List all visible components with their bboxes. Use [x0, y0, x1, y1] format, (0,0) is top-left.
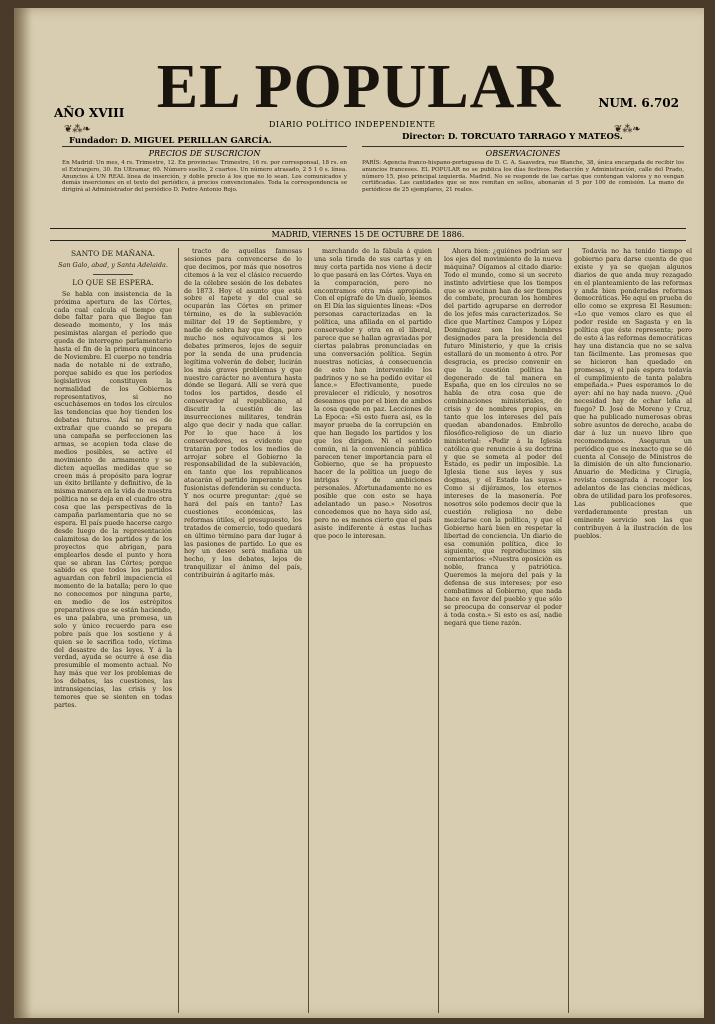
column-rule: [178, 248, 179, 1013]
article-body: Todavía no ha tenido tiempo el gobierno para darse cuenta de que existe y ya se quejan algunos diarios de que anda muy rezagado en el planteamiento de las reformas y anda bien ponderadas reformas democráticas. He aquí en prueba de ello como se expresa El Resumen: «Lo que vemos claro es que el poder reside en Sagasta y en la política que éste representa; pero de esto á las reformas democráticas hay una distancia que no se salva tan fácilmente. Las promesas que se hicieron han quedado en promesas, y el país espera todavía el cumplimiento de tanta palabra empeñada.» Pues esperamos lo de ayer: ahí no hay nada nuevo. ¿Qué necesidad hay de echar leña al fuego? D. José de Moreno y Cruz, que ha publicado numerosas obras sobre asuntos de derecho, acaba de dar á luz un nuevo libro que recomendamos. Aseguran un periódico que es inexacto que se dé cuenta al Consejo de Ministros de la dimisión de un alto funcionario. Anuario de Medicina y Cirugía, revista consagrada á recoger los adelantos de las ciencias médicas, obra de utilidad para los profesores. Las publicaciones que verdaderamente prestan un eminente servicio son las que contribuyen á la ilustración de los pueblos.: [574, 248, 692, 540]
newspaper-subtitle: DIARIO POLÍTICO INDEPENDIENTE: [269, 120, 436, 129]
column-rule: [568, 248, 569, 1013]
observations-text: PARÍS: Agencia franco-hispano-portuguesa de D. C. A. Saavedra, rue Blanche, 38, única encargada de recibir los anuncios franceses. EL POPULAR no se publica los días festivos. Redacción y Administración, calle del Prado, número 15, piso principal izquierda. Madrid. No se responde de las cartas que contengan valores y no vengan certificadas. Las cantidades que se nos remitan en sellos, abonarán el 5 por 100 de comisión. La mano de periódicos de 25 ejemplares, 21 reales.: [362, 160, 684, 194]
article-body: Ahora bien: ¿quiénes podrían ser los ejes del movimiento de la nueva máquina? Oígamos al citado diario: Todo el mundo, como si un secreto instinto advirtiese que los tiempos que se avecinan han de ser tiempos de combate, procuran los hombres del partido agruparse en derredor de los jefes más caracterizados. Se dice que Martínez Campos y López Domínguez son los hombres designados para la presidencia del futuro Ministerio, y que la crisis estallará de un momento á otro. Por desgracia, es preciso convenir en que la cuestión política ha degenerado de tal manera en España, que en los círculos no se habla de otra cosa que de combinaciones ministeriales, de crisis y de nombres propios, en tanto que los intereses del país quedan abandonados. Embrollo filosófico-religioso de un diario ministerial: «Pedir á la Iglesia católica que renuncie á su doctrina y que se someta al poder del Estado, es pedir un imposible. La Iglesia tiene sus leyes y sus dogmas, y el Estado las suyas.» Como si dijéramos, los eternos intereses de la masonería. Por nosotros sólo podemos decir que la cuestión religiosa no debe mezclarse con la política, y que el Gobierno hará bien en respetar la libertad de conciencia. Un diario de esa comunión política, dice lo siguiente, que reproducimos sin comentarios: «Nuestra oposición es noble, franca y patriótica. Queremos la mejora del país y la defensa de sus intereses; por eso combatimos al Gobierno, que nada hace en favor del pueblo y que sólo se preocupa de conservar el poder á toda costa.» Si esto es así, nadie negará que tiene razón.: [444, 248, 562, 627]
column-5: [574, 248, 692, 1013]
column-1: [54, 248, 172, 1013]
column-4: [444, 248, 562, 1013]
column-3: [314, 248, 432, 1013]
column-2: [184, 248, 302, 1013]
founder-line: Fundador: D. MIGUEL PERILLAN GARCÍA.: [69, 136, 272, 146]
subscription-text: En Madrid: Un mes, 4 rs. Trimestre, 12. En provincias: Trimestre, 16 rs. por corresponsal, 18 rs. en el Extranjero, 30. En Ultramar, 60. Número suelto, 2 cuartos. Un número atrasado, 2 5 1 0 s. línea. Anuncios á UN REAL línea de inserción, y doble precio á los que no lo sean. Los comunicados y demás inserciones en el texto del periódico, á precios convencionales. Toda la correspondencia se dirigirá al Administrador del periódico D. Pedro Antonio Rojo.: [62, 160, 347, 194]
subscription-title: PRECIOS DE SUSCRICION: [148, 149, 261, 158]
ornament-right-icon: ❦⁂❧: [614, 124, 641, 135]
column-rule: [308, 248, 309, 1013]
column-rule: [438, 248, 439, 1013]
newspaper-page: [14, 8, 704, 1018]
article-body: marchando de la fábula á quien una sola tirada de sus cartas y en muy corta partida nos viene á decir lo que pasará en las Córtes. Vaya en la comparación, pero no encontramos otra más apropiada. Con el epígrafe de Un duelo, leemos en El Día las siguientes líneas: «Dos personas caracterizadas en la política, una afiliada en el partido conservador y otra en el liberal, parece que se hallan agraviadas por ciertas palabras pronunciadas en una conversación política. Según nuestras noticias, á consecuencia de esto han intervenido los padrinos y no se ha podido evitar el lance.» Efectivamente, puede prevalecer el ridículo, y nosotros deseamos que por el bien de ambos la cosa quede en paz. Lecciones de La Epoca: «Si esto fuera así, es la mayor prueba de la corrupción en que han llegado los partidos y los que los dirigen. Ni el sentido común, ni la conveniencia pública parecen tener importancia para el Gobierno, que se ha propuesto hacer de la política un juego de intrigas y de ambiciones personales. Afortunadamente no es posible que con esto se haya adelantado un paso.» Nosotros concedemos que no haya sido así, pero no es menos cierto que el país asiste indiferente á estas luchas que poco le interesan.: [314, 248, 432, 540]
article-body: Se habla con insistencia de la próxima apertura de las Córtes, cada cual calcula el tiempo que debe faltar para que llegue tan deseado momento, y los más pesimistas alargan el período que queda de interregno parlamentario hasta el fin de la primera quincena de Noviembre. El cuerpo no tendría nada de notable ni de extraño, porque sabido es que los períodos legislativos constituyen la normalidad de los Gobiernos representativos, si no escuchásemos en todos los círculos las tendencias que hoy tienden los debates futuros. Así no es de extrañar que cuando se prepara una campaña se perfeccionen las armas, se acopien toda clase de medios posibles, se active el movimiento de armamento y se dicten aquellas medidas que se creen más á propósito para lograr un éxito brillante y definitivo, de la misma manera en la vida de nuestra política no se deja en el cuadro otra cosa que las perspectivas de la campaña parlamentaria que no se espera. El país puede hacerse cargo desde luego de la representación calamitosa de los partidos y de los proyectos que abrigan, para emplearlos desde el punto y hora que se abran las Córtes; porque sabido es que todos los partidos aguardan con febril impaciencia el momento de la batalla; pero lo que no conocemos por ninguna parte, en medio de los estrépitos preparativos que se están haciendo, es una palabra, una promesa, un solo y único recuerdo para ese pobre país que los sostiene y á quien se le sacrifica todo, víctima del desastre de las leyes. Y á la verdad, ayuda se ocurre á ese dia presumible el momento actual. No hay más que ver los problemas de los debates, las cuestiones, las intransigencias, las crisis y los temores que se sienten en todas partes.: [54, 289, 172, 709]
subscription-box: [62, 146, 347, 205]
page-fold-shadow: [14, 8, 32, 1018]
observations-title: OBSERVACIONES: [485, 149, 561, 158]
director-line: Director: D. TORCUATO TARRAGO Y MATEOS.: [402, 132, 623, 142]
issue-number: NUM. 6.702: [598, 96, 679, 110]
year-label: AÑO XVIII: [54, 106, 125, 120]
divider: [93, 274, 133, 275]
saint-text: San Galo, abad, y Santa Adelaida.: [58, 260, 168, 269]
saint-heading: SANTO DE MAÑANA.: [71, 249, 155, 258]
article-body: tracto de aquellas famosas sesiones para convencerse de lo que decimos, por más que nosotros citemos á la vez el clásico recuerdo de la célebre sesión de los debates de 1873. Hoy el asunto que está sobre el tapete y del cual se ocuparán las Córtes en primer término, es de la sublevación militar del 19 de Septiembre, y nadie de sobra hay que diga, pero mucho nos equivocamos si los debates primeros, lejos de seguir por la senda de una prudencia legítima volverán de deber, lucirán los más graves problemas y que nuestro carácter no aventura hasta dónde se llegará. Allí se verá que todos los partidos, desde el conservador al republicano, al discutir la cuestión de las insurrecciones militares, tendrán algo que decir y nada que callar. Por lo que hace á los conservadores, es evidente que tratarán por todos los medios de arrojar sobre el Gobierno la responsabilidad de la sublevación, en tanto que los republicanos atacarán el partido imperante y los fusionistas defenderán su conducta. Y nos ocurre preguntar: ¿qué se hará del país en tanto? Las cuestiones económicas, las reformas útiles, el presupuesto, los tratados de comercio, todo quedará en último término para dar lugar á las pasiones de partido. Lo que es hoy un deseo será mañana un hecho, y los debates, lejos de tranquilizar el ánimo del país, contribuirán á agitarlo más.: [184, 248, 302, 580]
observations-box: [362, 146, 684, 205]
dateline: MADRID, VIERNES 15 DE OCTUBRE DE 1886.: [50, 228, 686, 241]
article-heading: LO QUE SE ESPERA.: [72, 277, 154, 287]
ornament-left-icon: ❦⁂❧: [64, 124, 91, 135]
masthead-title: EL POPULAR: [156, 53, 562, 121]
